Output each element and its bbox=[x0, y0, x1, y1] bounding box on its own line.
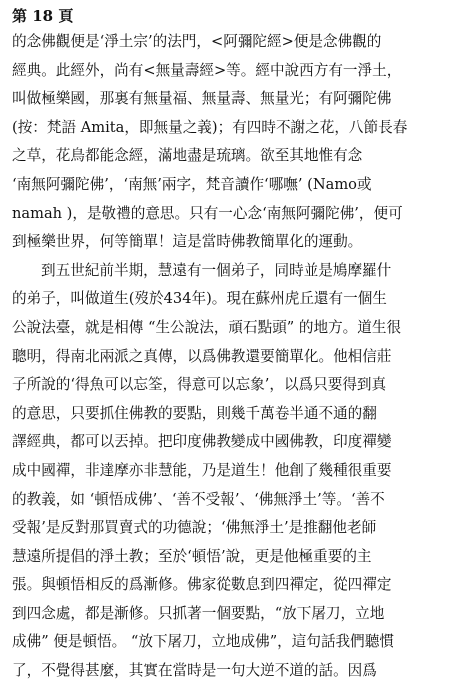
text-line: 聰明，得南北兩派之真傳，以爲佛教還要簡單化。他相信莊 bbox=[12, 347, 392, 365]
text-line: 叫做極樂國，那裏有無量福、無量壽、無量光；有阿彌陀佛 bbox=[12, 90, 392, 108]
text-line: 成中國禪，非達摩亦非慧能，乃是道生！他創了幾種很重要 bbox=[12, 461, 392, 479]
text-line: 的意思，只要抓住佛教的要點，則幾千萬卷半通不通的翻 bbox=[12, 404, 377, 422]
text-line: 經典。此經外，尚有<無量壽經>等。經中說西方有一淨土， bbox=[12, 61, 402, 79]
text-line: 的教義，如 ‘頓悟成佛’、‘善不受報’、‘佛無淨土’等。‘善不 bbox=[12, 490, 385, 508]
text-line: 張。與頓悟相反的爲漸修。佛家從數息到四禪定，從四禪定 bbox=[12, 576, 392, 594]
text-line: 到四念處，都是漸修。只抓著一個要點，“放下屠刀，立地 bbox=[12, 604, 385, 622]
text-line: 的弟子，叫做道生(歿於434年)。現在蘇州虎丘還有一個生 bbox=[12, 290, 387, 308]
text-line: 子所說的‘得魚可以忘筌，得意可以忘象’，以爲只要得到真 bbox=[12, 376, 387, 394]
paragraph-start-line: 到五世紀前半期，慧遠有一個弟子，同時並是鳩摩羅什 bbox=[41, 261, 392, 279]
text-line: 公說法臺，就是相傳 “生公說法，頑石點頭” 的地方。道生很 bbox=[12, 318, 402, 336]
text-line: ‘南無阿彌陀佛’，‘南無’兩字，梵音讀作‘哪嘸’ (Namo或 bbox=[12, 175, 372, 193]
text-line: 受報’是反對那買賣式的功德說；‘佛無淨土’是推翻他老師 bbox=[12, 519, 377, 537]
text-line: 到極樂世界，何等簡單！這是當時佛教簡單化的運動。 bbox=[12, 233, 363, 251]
text-line: (按：梵語 Amita，即無量之義)；有四時不謝之花，八節長春 bbox=[12, 118, 408, 136]
text-line: 的念佛觀便是‘淨土宗’的法門，<阿彌陀經>便是念佛觀的 bbox=[12, 33, 382, 50]
text-line: 了，不覺得甚麼，其實在當時是一句大逆不道的話。因爲 bbox=[12, 662, 377, 680]
page-header: 第 18 頁 bbox=[12, 7, 74, 25]
text-line: 之草，花鳥都能念經，滿地盡是琉璃。欲至其地惟有念 bbox=[12, 147, 363, 165]
text-line: namah )，是敬禮的意思。只有一心念‘南無阿彌陀佛’，便可 bbox=[12, 204, 403, 222]
text-line: 慧遠所提倡的淨土教；至於‘頓悟’說，更是他極重要的主 bbox=[12, 547, 372, 565]
text-line: 成佛” 便是頓悟。 “放下屠刀，立地成佛”，這句話我們聽慣 bbox=[12, 633, 394, 651]
body-text bbox=[12, 28, 438, 686]
text-line: 譯經典，都可以丟掉。把印度佛教變成中國佛教，印度禪變 bbox=[12, 433, 392, 451]
